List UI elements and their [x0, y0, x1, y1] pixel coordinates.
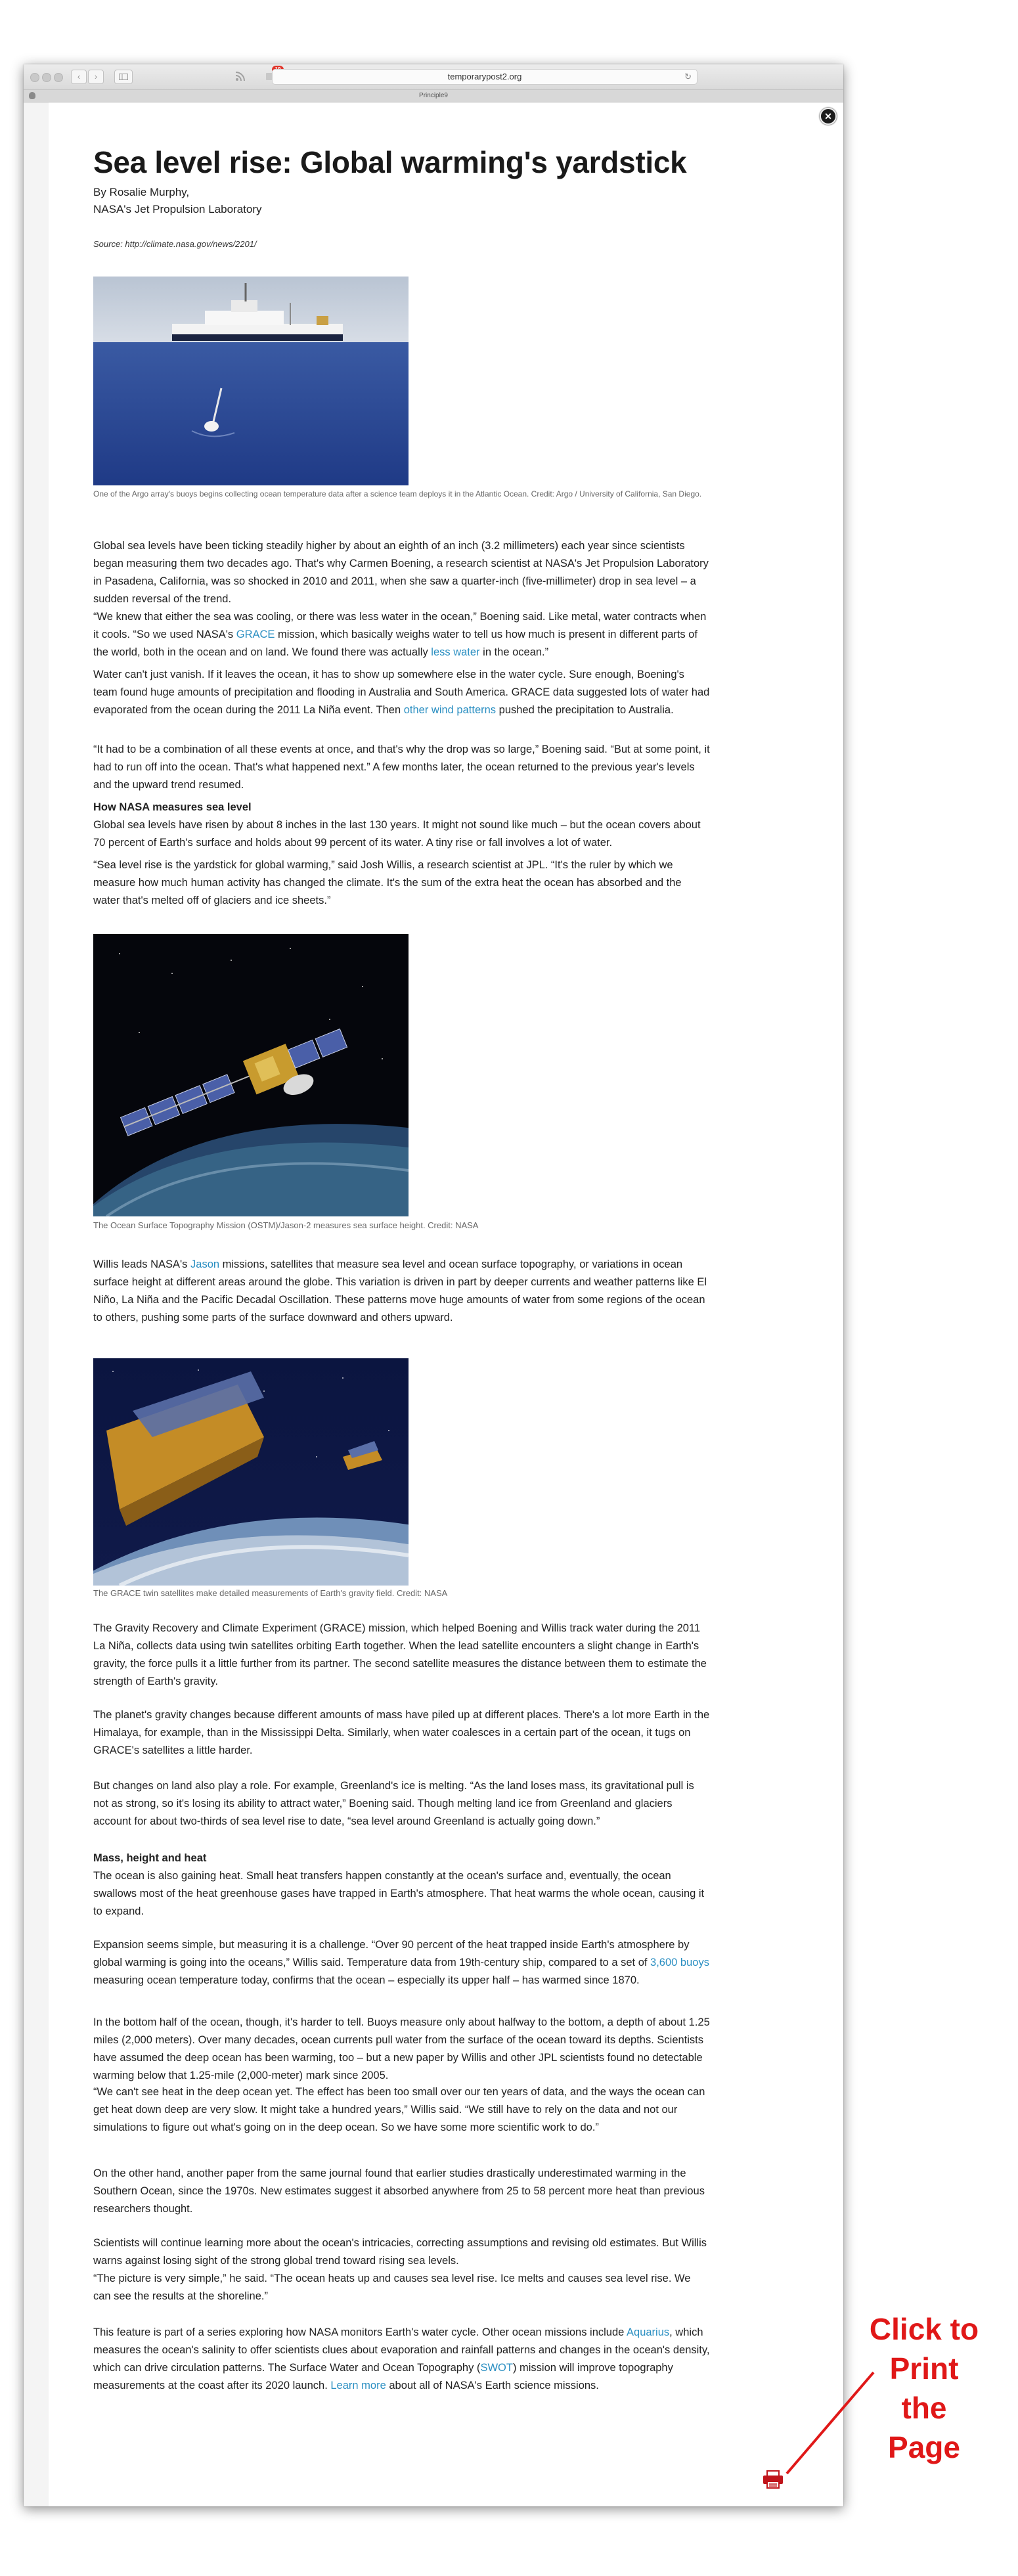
grace-satellites-image	[93, 1358, 409, 1586]
section-sea-level	[93, 799, 711, 852]
paragraph-13: In the bottom half of the ocean, though, it's harder to tell. Buoys measure only about halfway to the bottom, a depth of about 1.25 miles (2,000 meters). Over many decades, ocean currents pull water from the surface of the ocean toward its depths. Scientists have assumed the deep ocean has been warming, too – but a new paper by Willis and other JPL scientists found no detectable warming below that 1.25-mile (2,000-meter) mark since 2005.	[93, 2016, 710, 2081]
paragraph-2-text-a: “We knew that either the sea was cooling, or there was less water in the ocean,” Boening said. Like metal, water contracts when it cools. “So we used NASA's	[93, 611, 707, 640]
address-text: temporarypost2.org	[447, 72, 522, 81]
print-annotation	[866, 2309, 983, 2467]
rss-button[interactable]	[235, 71, 246, 85]
grace-link[interactable]: GRACE	[236, 629, 275, 640]
paragraph-17: “The picture is very simple,” he said. “The ocean heats up and causes sea level rise. Ice melts and causes sea level rise. We can see the results at the shoreline.”	[93, 2273, 691, 2302]
rss-icon	[235, 71, 246, 81]
paragraph-12-text-b: measuring ocean temperature today, confirms that the ocean – especially its upper half – has warmed since 1870.	[93, 1974, 640, 1986]
paragraph-3-text-a: Water can't just vanish. If it leaves the ocean, it has to show up somewhere else in the water cycle. Sure enough, Boening's team found huge amounts of precipitation and flooding in Australia and South America. GRACE data suggested lots of water had evaporated from the ocean during the 2011 La Niña event. Then	[93, 669, 710, 716]
less-water-link[interactable]: less water	[431, 646, 480, 658]
paragraph-12-text-a: Expansion seems simple, but measuring it is a challenge. “Over 90 percent of the heat trapped inside Earth's atmosphere by global warming is going into the oceans,” Willis said. Temperature data from 19th-century ship, compared to a set of	[93, 1939, 690, 1968]
forward-button[interactable]: ›	[88, 70, 104, 84]
back-button[interactable]: ‹	[71, 70, 87, 84]
paragraph-2	[93, 608, 711, 661]
paragraph-15: On the other hand, another paper from the same journal found that earlier studies drastically underestimated warming in the Southern Ocean, since the 1970s. New estimates suggest it absorbed anywhere from 25 to 58 percent more heat than previous researchers thought.	[93, 2167, 705, 2215]
paragraph-9: The planet's gravity changes because different amounts of mass have piled up at different places. There's a lot more Earth in the Himalaya, for example, than in the Mississippi Delta. Similarly, when water coalesces in a certain part of the ocean, it tugs on GRACE's satellites a little harder.	[93, 1709, 710, 1756]
browser-toolbar	[24, 64, 843, 90]
sidebar-toggle-button[interactable]	[114, 70, 133, 84]
paragraph-2-text-c: in the ocean.”	[479, 646, 549, 658]
affiliation: NASA's Jet Propulsion Laboratory	[93, 203, 262, 215]
printer-icon	[762, 2470, 784, 2489]
annotation-line-1: Click to	[869, 2312, 979, 2346]
paragraph-5: Global sea levels have risen by about 8 inches in the last 130 years. It might not sound like much – but the ocean covers about 70 percent of Earth's surface and holds about 99 percent of its water. A tiny rise or fall involves a lot of water.	[93, 819, 701, 849]
paragraph-3-text-b: pushed the precipitation to Australia.	[496, 704, 674, 716]
paragraph-11: The ocean is also gaining heat. Small heat transfers happen constantly at the ocean's surface and, eventually, the ocean swallows most of the heat greenhouse gases have trapped in Earth's atmosphere. That heat warms the whole ocean, causing it to expand.	[93, 1870, 705, 1917]
paragraph-12	[93, 1936, 711, 1989]
paragraph-18-text-a: This feature is part of a series exploring how NASA monitors Earth's water cycle. Other ocean missions include	[93, 2326, 627, 2338]
print-button[interactable]	[762, 2470, 784, 2489]
jason-satellite-image	[93, 934, 409, 1216]
left-margin	[24, 102, 49, 2506]
tab-bar	[24, 90, 843, 102]
wind-patterns-link[interactable]: other wind patterns	[403, 704, 497, 716]
byline	[93, 184, 262, 218]
close-icon[interactable]: ✕	[820, 108, 837, 125]
paragraph-3	[93, 666, 711, 719]
swot-link[interactable]: SWOT	[480, 2362, 513, 2374]
paragraph-16: Scientists will continue learning more about the ocean's intricacies, correcting assumptions and revising old estimates. But Willis warns against losing sight of the strong global trend toward rising sea levels.	[93, 2237, 707, 2267]
paragraph-18-text-c: ) mission will improve topography measurements at the coast after its 2020 launch.	[93, 2362, 673, 2391]
source-line: Source: http://climate.nasa.gov/news/2201/	[93, 239, 257, 249]
buoys-link[interactable]: 3,600 buoys	[650, 1957, 709, 1968]
paragraph-7	[93, 1256, 711, 1327]
paragraph-10: But changes on land also play a role. For example, Greenland's ice is melting. “As the land loses mass, its gravitational pull is not as strong, so it's losing its ability to attract water,” Boening said. Though melting land ice from Greenland and glaciers account for about two-thirds of sea level rise to date, “sea level around Greenland is actually going down.”	[93, 1780, 694, 1827]
minimize-window-button[interactable]	[42, 73, 51, 82]
learn-more-link[interactable]: Learn more	[330, 2380, 386, 2391]
caption-grace: The GRACE twin satellites make detailed measurements of Earth's gravity field. Credit: NASA	[93, 1588, 448, 1598]
paragraph-18-text-d: about all of NASA's Earth science missions.	[386, 2380, 599, 2391]
paragraph-14: “We can't see heat in the deep ocean yet. The effect has been too small over our ten years of data, and the ways the ocean can get heat down deep are very slow. It might take a hundred years,” Willis said. “We still have to rely on the data and not our simulations to figure out what's going on in the deep ocean. So we have some more scientific work to do.”	[93, 2086, 705, 2133]
paragraph-8: The Gravity Recovery and Climate Experiment (GRACE) mission, which helped Boening and Willis track water during the 2011 La Niña, collects data using twin satellites orbiting Earth together. When the lead satellite encounters a slight change in Earth's gravity, the force pulls it a little further from its partner. The second satellite measures the distance between them to estimate the strength of Earth's gravity.	[93, 1622, 707, 1687]
paragraph-2-text-b: mission, which basically weighs water to tell us how much is present in different parts of the world, both in the ocean and on land. We found there was actually	[93, 629, 697, 658]
section-mass-height-heat	[93, 1850, 711, 1921]
close-window-button[interactable]	[30, 73, 39, 82]
apple-icon	[29, 92, 35, 99]
annotation-line-2: Print	[889, 2351, 959, 2386]
argo-buoy-image	[93, 277, 409, 485]
page-title: Sea level rise: Global warming's yardstick	[93, 145, 687, 179]
paragraph-7-text-a: Willis leads NASA's	[93, 1258, 191, 1270]
page-content	[24, 102, 843, 2506]
browser-window	[24, 64, 843, 2506]
annotation-line-3: the Page	[888, 2391, 960, 2464]
reload-icon[interactable]: ↻	[684, 72, 692, 81]
jason-link[interactable]: Jason	[190, 1258, 220, 1270]
aquarius-link[interactable]: Aquarius	[627, 2326, 670, 2338]
author: By Rosalie Murphy,	[93, 186, 190, 198]
paragraph-7-text-b: missions, satellites that measure sea level and ocean surface topography, or variations in ocean surface height at different areas around the globe. This variation is driven in part by deeper currents and weather patterns like El Niño, La Niña and the Pacific Decadal Oscillation. These patterns move huge amounts of water from some regions of the ocean to others, pushing some parts of the surface downward and others upward.	[93, 1258, 707, 1323]
sidebar-icon	[119, 74, 128, 80]
paragraph-4: “It had to be a combination of all these events at once, and that's why the drop was so large,” Boening said. “But at some point, it had to run off into the ocean. That's what happened next.” A few months later, the ocean returned to the previous year's levels and the upward trend resumed.	[93, 744, 710, 791]
paragraph-1: Global sea levels have been ticking steadily higher by about an eighth of an inch (3.2 millimeters) each year since scientists began measuring them two decades ago. That's why Carmen Boening, a research scientist at NASA's Jet Propulsion Laboratory in Pasadena, California, was so shocked in 2010 and 2011, when she saw a quarter-inch (five-millimeter) drop in sea level – a sudden reversal of the trend.	[93, 540, 709, 605]
paragraph-18-text-b: , which measures the ocean's salinity to offer scientists clues about evaporation and rainfall patterns and changes in the ocean's density, which can drive circulation patterns. The Surface Water and Ocean Topography (	[93, 2326, 710, 2374]
tab-title[interactable]: Principle9	[419, 92, 448, 99]
paragraph-6: “Sea level rise is the yardstick for global warming,” said Josh Willis, a research scientist at JPL. “It's the ruler by which we measure how much human activity has changed the climate. It's the sum of the extra heat the ocean has absorbed and the water that's melted off of glaciers and ice sheets.”	[93, 859, 682, 906]
section-heading-sea-level: How NASA measures sea level	[93, 801, 252, 813]
caption-jason: The Ocean Surface Topography Mission (OSTM)/Jason-2 measures sea surface height. Credit: NASA	[93, 1220, 479, 1230]
caption-argo: One of the Argo array's buoys begins collecting ocean temperature data after a science team deploys it in the Atlantic Ocean. Credit: Argo / University of California, San Diego.	[93, 489, 702, 499]
section-heading-mass: Mass, height and heat	[93, 1852, 207, 1864]
zoom-window-button[interactable]	[54, 73, 63, 82]
address-bar[interactable]	[272, 69, 697, 85]
paragraph-18	[93, 2324, 711, 2395]
